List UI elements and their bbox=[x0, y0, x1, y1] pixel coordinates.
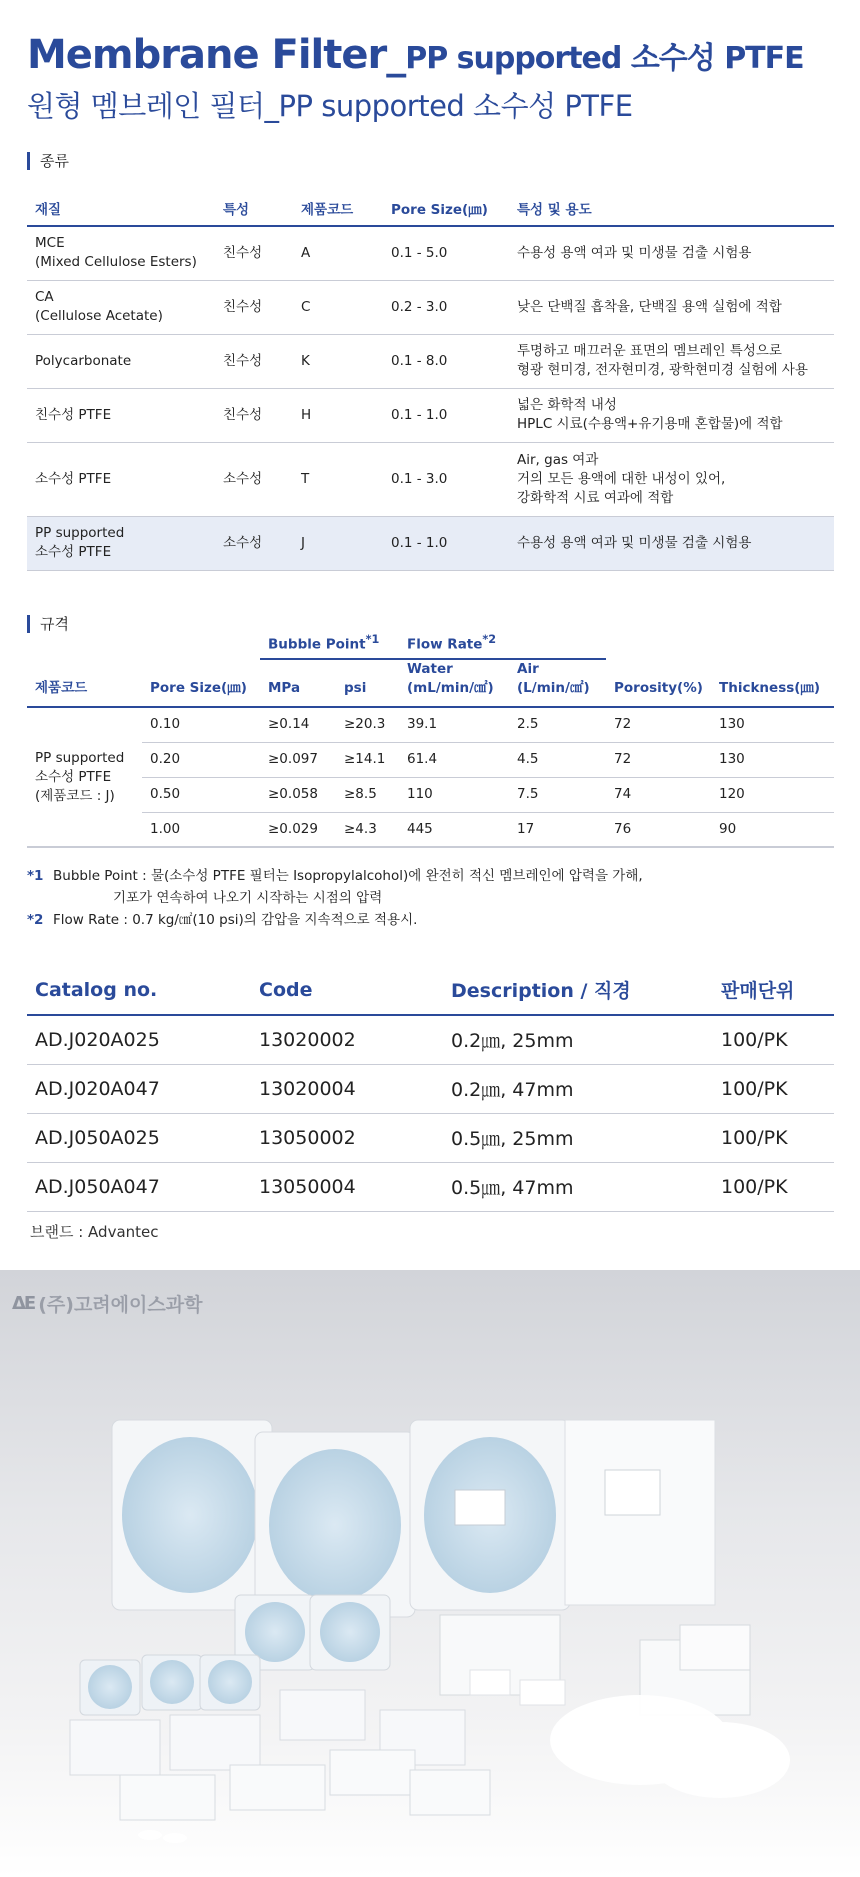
logo-text: (주)고려에이스과학 bbox=[38, 1294, 203, 1316]
large-filter-box bbox=[112, 1420, 272, 1610]
pore: 1.00 bbox=[142, 812, 260, 847]
description: 0.2㎛, 47mm bbox=[443, 1064, 713, 1113]
footnote-1-cont: 기포가 연속하여 나오기 시작하는 시점의 압력 bbox=[113, 890, 383, 906]
catalog-no: AD.J020A025 bbox=[27, 1015, 251, 1064]
code: J bbox=[293, 516, 383, 570]
product-illustration bbox=[0, 1270, 860, 1877]
property: 소수성 bbox=[215, 442, 293, 516]
pore: 0.1 - 1.0 bbox=[383, 388, 509, 442]
table-row bbox=[27, 1015, 834, 1064]
air: 4.5 bbox=[509, 742, 606, 777]
brand-label: 브랜드 : Advantec bbox=[30, 1223, 159, 1241]
mpa: ≥0.14 bbox=[260, 707, 336, 742]
material: MCE (Mixed Cellulose Esters) bbox=[27, 226, 215, 280]
catalog-no: AD.J020A047 bbox=[27, 1064, 251, 1113]
thickness: 130 bbox=[711, 742, 834, 777]
mpa: ≥0.029 bbox=[260, 812, 336, 847]
col-catalog: Catalog no. bbox=[35, 978, 158, 1001]
col-description: Description / 직경 bbox=[451, 980, 631, 1002]
table-row bbox=[27, 777, 834, 812]
usage: 수용성 용액 여과 및 미생물 검출 시험용 bbox=[509, 226, 834, 280]
table-row bbox=[27, 226, 834, 280]
table-row bbox=[27, 334, 834, 388]
heading-bar bbox=[27, 152, 30, 170]
material: 친수성 PTFE bbox=[27, 388, 215, 442]
pore: 0.10 bbox=[142, 707, 260, 742]
psi: ≥8.5 bbox=[336, 777, 399, 812]
flow-rate-group: Flow Rate$^{*2}$ bbox=[399, 625, 606, 659]
bubble-point-group: Bubble Point$^{*1}$ bbox=[260, 625, 399, 659]
specs-table bbox=[27, 625, 834, 848]
table-row bbox=[27, 742, 834, 777]
pore: 0.1 - 5.0 bbox=[383, 226, 509, 280]
page-title bbox=[27, 32, 804, 78]
large-filter-box bbox=[255, 1432, 415, 1617]
pore: 0.2 - 3.0 bbox=[383, 280, 509, 334]
title-main: Membrane Filter_ bbox=[27, 32, 406, 78]
pore: 0.50 bbox=[142, 777, 260, 812]
code: C bbox=[293, 280, 383, 334]
description: 0.5㎛, 25mm bbox=[443, 1113, 713, 1162]
psi: ≥14.1 bbox=[336, 742, 399, 777]
specs-group-row bbox=[27, 625, 834, 659]
table-row bbox=[27, 1113, 834, 1162]
col-code: 제품코드 bbox=[27, 659, 142, 707]
col-psi: psi bbox=[336, 659, 399, 707]
psi: ≥20.3 bbox=[336, 707, 399, 742]
code: 13050002 bbox=[251, 1113, 443, 1162]
table-row bbox=[27, 280, 834, 334]
pore: 0.20 bbox=[142, 742, 260, 777]
usage: 수용성 용액 여과 및 미생물 검출 시험용 bbox=[509, 516, 834, 570]
thickness: 120 bbox=[711, 777, 834, 812]
note-mark: *2 bbox=[482, 632, 497, 646]
footnote-2: *2 Flow Rate : 0.7 kg/㎠(10 psi)의 감압을 지속적으로 적용시. bbox=[27, 912, 418, 928]
air: 7.5 bbox=[509, 777, 606, 812]
porosity: 74 bbox=[606, 777, 711, 812]
types-table bbox=[27, 190, 834, 571]
product-name: PP supported 소수성 PTFE (제품코드 : J) bbox=[27, 707, 142, 847]
code: A bbox=[293, 226, 383, 280]
small-box bbox=[680, 1625, 750, 1670]
col-thickness: Thickness(㎛) bbox=[711, 659, 834, 707]
table-row bbox=[27, 707, 834, 742]
col-porosity: Porosity(%) bbox=[606, 659, 711, 707]
col-pore: Pore Size(㎛) bbox=[391, 201, 488, 218]
col-usage: 특성 및 용도 bbox=[517, 201, 592, 218]
property: 친수성 bbox=[215, 388, 293, 442]
property: 소수성 bbox=[215, 516, 293, 570]
unit: 100/PK bbox=[713, 1113, 834, 1162]
code: T bbox=[293, 442, 383, 516]
page-subtitle: 원형 멤브레인 필터_PP supported 소수성 PTFE bbox=[27, 89, 633, 123]
col-unit: 판매단위 bbox=[721, 980, 795, 1002]
catalog-no: AD.J050A047 bbox=[27, 1162, 251, 1211]
code: 13020004 bbox=[251, 1064, 443, 1113]
usage: 투명하고 매끄러운 표면의 멤브레인 특성으로 형광 현미경, 전자현미경, 광학현미경 실험에 사용 bbox=[509, 334, 834, 388]
col-property: 특성 bbox=[223, 201, 250, 218]
footnote-1: *1 Bubble Point : 물(소수성 PTFE 필터는 Isopropylalcohol)에 완전히 적신 멤브레인에 압력을 가해, bbox=[27, 868, 643, 884]
air: 2.5 bbox=[509, 707, 606, 742]
col-code: 제품코드 bbox=[301, 201, 354, 218]
unit: 100/PK bbox=[713, 1015, 834, 1064]
small-filter-tray bbox=[200, 1655, 260, 1710]
usage: Air, gas 여과 거의 모든 용액에 대한 내성이 있어, 강화학적 시료 여과에 적합 bbox=[509, 442, 834, 516]
specs-header-row bbox=[27, 659, 834, 707]
white-package bbox=[565, 1420, 715, 1605]
property: 친수성 bbox=[215, 280, 293, 334]
porosity: 76 bbox=[606, 812, 711, 847]
property: 친수성 bbox=[215, 334, 293, 388]
col-material: 재질 bbox=[35, 201, 62, 218]
thickness: 130 bbox=[711, 707, 834, 742]
table-row bbox=[27, 812, 834, 847]
table-row bbox=[27, 388, 834, 442]
col-mpa: MPa bbox=[260, 659, 336, 707]
material: Polycarbonate bbox=[27, 334, 215, 388]
types-heading bbox=[27, 150, 69, 171]
specs-heading-label: 규격 bbox=[40, 615, 69, 633]
catalog-no: AD.J050A025 bbox=[27, 1113, 251, 1162]
pore: 0.1 - 3.0 bbox=[383, 442, 509, 516]
small-filter-tray bbox=[80, 1660, 140, 1715]
mpa: ≥0.097 bbox=[260, 742, 336, 777]
unit: 100/PK bbox=[713, 1162, 834, 1211]
material: 소수성 PTFE bbox=[27, 442, 215, 516]
usage: 넓은 화학적 내성 HPLC 시료(수용액+유기용매 혼합물)에 적합 bbox=[509, 388, 834, 442]
types-heading-label: 종류 bbox=[40, 152, 69, 170]
material: PP supported 소수성 PTFE bbox=[27, 516, 215, 570]
logo-icon: ΔE bbox=[12, 1293, 35, 1314]
catalog-table bbox=[27, 965, 834, 1212]
porosity: 72 bbox=[606, 742, 711, 777]
title-main-small: PP supported 소수성 PTFE bbox=[405, 41, 804, 76]
table-row-highlighted bbox=[27, 516, 834, 570]
property: 친수성 bbox=[215, 226, 293, 280]
footnotes bbox=[27, 865, 643, 931]
usage: 낮은 단백질 흡착율, 단백질 용액 실험에 적합 bbox=[509, 280, 834, 334]
large-filter-box bbox=[410, 1420, 570, 1610]
water: 61.4 bbox=[399, 742, 509, 777]
code: 13050004 bbox=[251, 1162, 443, 1211]
col-code: Code bbox=[259, 978, 313, 1001]
col-water: Water (mL/min/㎠) bbox=[399, 659, 509, 707]
table-row bbox=[27, 442, 834, 516]
code: 13020002 bbox=[251, 1015, 443, 1064]
table-row bbox=[27, 1064, 834, 1113]
psi: ≥4.3 bbox=[336, 812, 399, 847]
air: 17 bbox=[509, 812, 606, 847]
note-mark: *1 bbox=[365, 632, 380, 646]
unit: 100/PK bbox=[713, 1064, 834, 1113]
product-photo bbox=[0, 1270, 860, 1877]
description: 0.5㎛, 47mm bbox=[443, 1162, 713, 1211]
mpa: ≥0.058 bbox=[260, 777, 336, 812]
catalog-header-row bbox=[27, 965, 834, 1015]
small-filter-tray bbox=[142, 1655, 202, 1710]
water: 445 bbox=[399, 812, 509, 847]
code: H bbox=[293, 388, 383, 442]
material: CA (Cellulose Acetate) bbox=[27, 280, 215, 334]
water: 110 bbox=[399, 777, 509, 812]
types-header-row bbox=[27, 190, 834, 226]
description: 0.2㎛, 25mm bbox=[443, 1015, 713, 1064]
porosity: 72 bbox=[606, 707, 711, 742]
medium-filter-tray bbox=[310, 1595, 390, 1670]
pore: 0.1 - 8.0 bbox=[383, 334, 509, 388]
col-pore: Pore Size(㎛) bbox=[142, 659, 260, 707]
table-row bbox=[27, 1162, 834, 1211]
water: 39.1 bbox=[399, 707, 509, 742]
code: K bbox=[293, 334, 383, 388]
pore: 0.1 - 1.0 bbox=[383, 516, 509, 570]
col-air: Air (L/min/㎠) bbox=[509, 659, 606, 707]
thickness: 90 bbox=[711, 812, 834, 847]
